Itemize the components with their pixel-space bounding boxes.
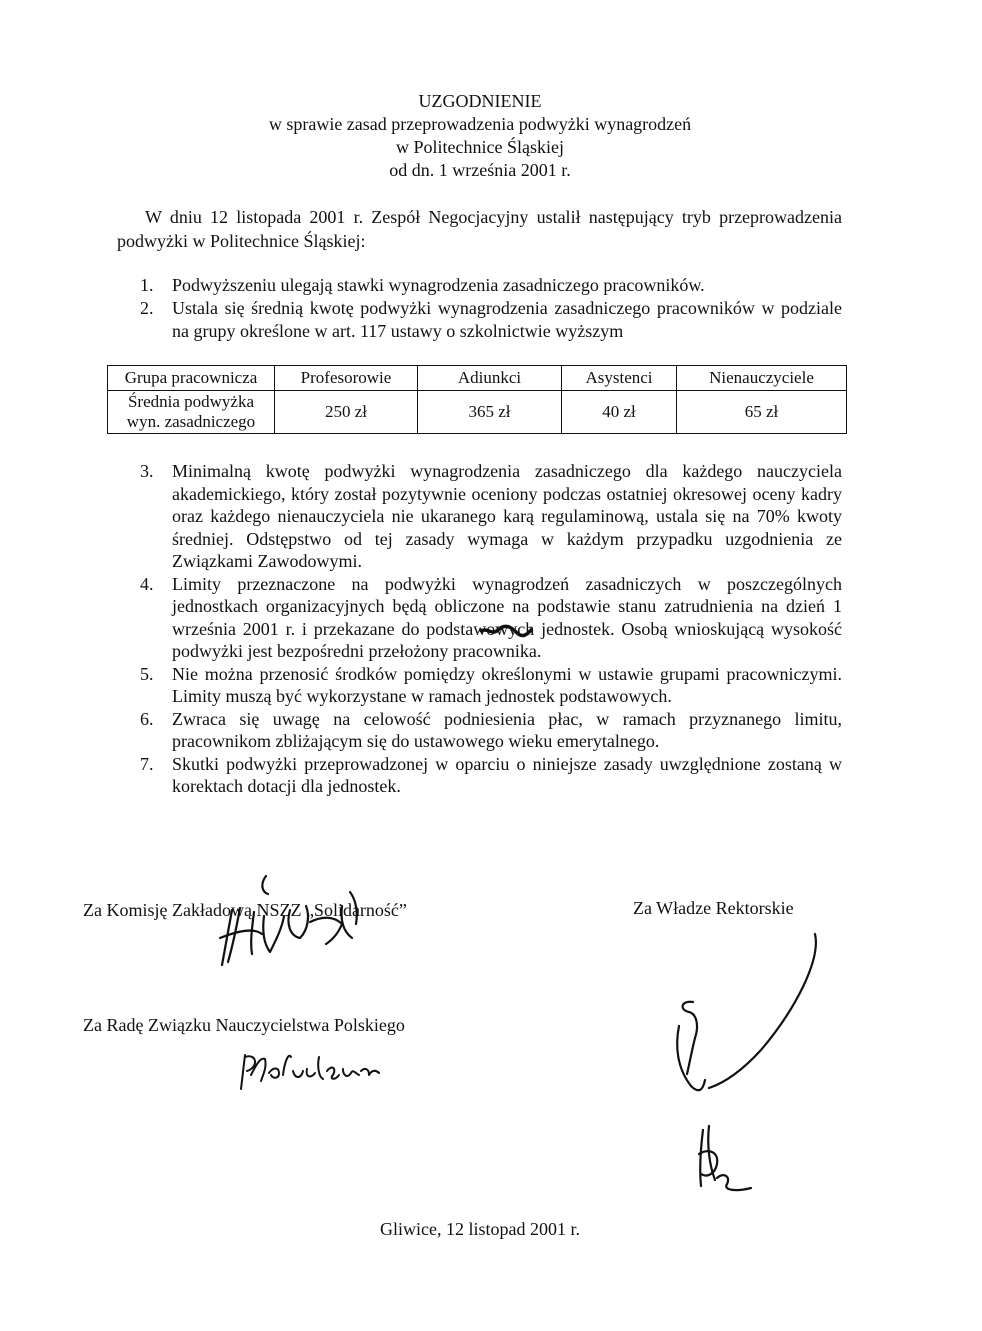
list-item [140, 274, 842, 297]
list-item-number: 4. [140, 573, 154, 594]
title-institution: w Politechnice Śląskiej [396, 137, 564, 157]
table-cell: 65 zł [677, 391, 847, 434]
list-item-number: 2. [140, 298, 154, 318]
table-header-cell: Profesorowie [275, 366, 418, 391]
list-item-text: Podwyższeniu ulegają stawki wynagrodzenia zasadniczego pracowników. [172, 275, 705, 295]
list-item [140, 460, 842, 573]
list-item-number: 6. [140, 708, 154, 729]
list-item [140, 297, 842, 343]
list-item [140, 663, 842, 708]
handwritten-signature-solidarnosc [210, 870, 370, 970]
list-item-text: Limity przeznaczone na podwyżki wynagrodzeń zasadniczych w poszczególnych jednostkach organizacyjnych będą obliczone na podstawie stanu zatrudnienia na dzień 1 września 2001 r. i przekazane do podstawowych jednostek. Osobą wnioskującą wysokość podwyżki jest bezpośredni przełożony pracownika. [172, 573, 842, 661]
list-item-text: Nie można przenosić środków pomiędzy określonymi w ustawie grupami pracowniczymi. Limity muszą być wykorzystane w ramach jednostek podstawowych. [172, 663, 842, 706]
place-date-footer: Gliwice, 12 listopad 2001 r. [380, 1219, 580, 1239]
list-item-text: Minimalną kwotę podwyżki wynagrodzenia zasadniczego dla każdego nauczyciela akademickiego, który został pozytywnie oceniony podczas ostatniej okresowej oceny kadry oraz każdego nienauczyciela nie ukaranego karą regulaminową, ustala się na 70% kwoty średniej. Odstępstwo od tej zasady wymaga w każdym przypadku uzgodnienia ze Związkami Zawodowymi. [172, 461, 842, 571]
table-header-cell: Asystenci [562, 366, 677, 391]
list-item-number: 7. [140, 753, 154, 774]
signature-label-znp: Za Radę Związku Nauczycielstwa Polskiego [83, 1015, 405, 1035]
title-date: od dn. 1 września 2001 r. [389, 160, 571, 180]
table-row-label: Średnia podwyżka wyn. zasadniczego [108, 391, 275, 434]
handwritten-signature-rector [665, 930, 835, 1210]
list-item-text: Ustala się średnią kwotę podwyżki wynagrodzenia zasadniczego pracowników w podziale na grupy określone w art. 117 ustawy o szkolnictwie wyższym [172, 298, 842, 341]
raise-table [107, 365, 847, 434]
list-item [140, 573, 842, 663]
table-cell: 40 zł [562, 391, 677, 434]
handwritten-signature-znp [235, 1045, 385, 1095]
list-item-text: Zwraca się uwagę na celowość podniesienia płac, w ramach przyznanego limitu, pracownikom zbliżającym się do ustawowego wieku emerytalnego. [172, 708, 842, 751]
table-cell: 250 zł [275, 391, 418, 434]
signature-label-solidarnosc: Za Komisję Zakładową NSZZ „Solidarność” [83, 900, 407, 920]
document-title [0, 90, 960, 182]
list-item-number: 1. [140, 275, 154, 295]
ink-smudge [478, 624, 534, 638]
intro-paragraph: W dniu 12 listopada 2001 r. Zespół Negocjacyjny ustalił następujący tryb przeprowadzenia podwyżki w Politechnice Śląskiej: [117, 207, 842, 251]
table-header-cell: Adiunkci [418, 366, 562, 391]
title-subject: w sprawie zasad przeprowadzenia podwyżki wynagrodzeń [268, 114, 692, 134]
list-item-number: 5. [140, 663, 154, 684]
table-header-row [108, 366, 847, 391]
table-header-cell: Nienauczyciele [677, 366, 847, 391]
table-header-cell: Grupa pracownicza [108, 366, 275, 391]
list-item-text: Skutki podwyżki przeprowadzonej w oparciu o niniejsze zasady uwzględnione zostaną w korektach dotacji dla jednostek. [172, 753, 842, 796]
table-row [108, 391, 847, 434]
signature-label-rector: Za Władze Rektorskie [633, 898, 794, 918]
list-item-number: 3. [140, 461, 154, 481]
table-cell: 365 zł [418, 391, 562, 434]
list-item [140, 708, 842, 753]
title-heading: UZGODNIENIE [418, 91, 542, 111]
points-list-a [140, 274, 842, 343]
list-item [140, 753, 842, 798]
